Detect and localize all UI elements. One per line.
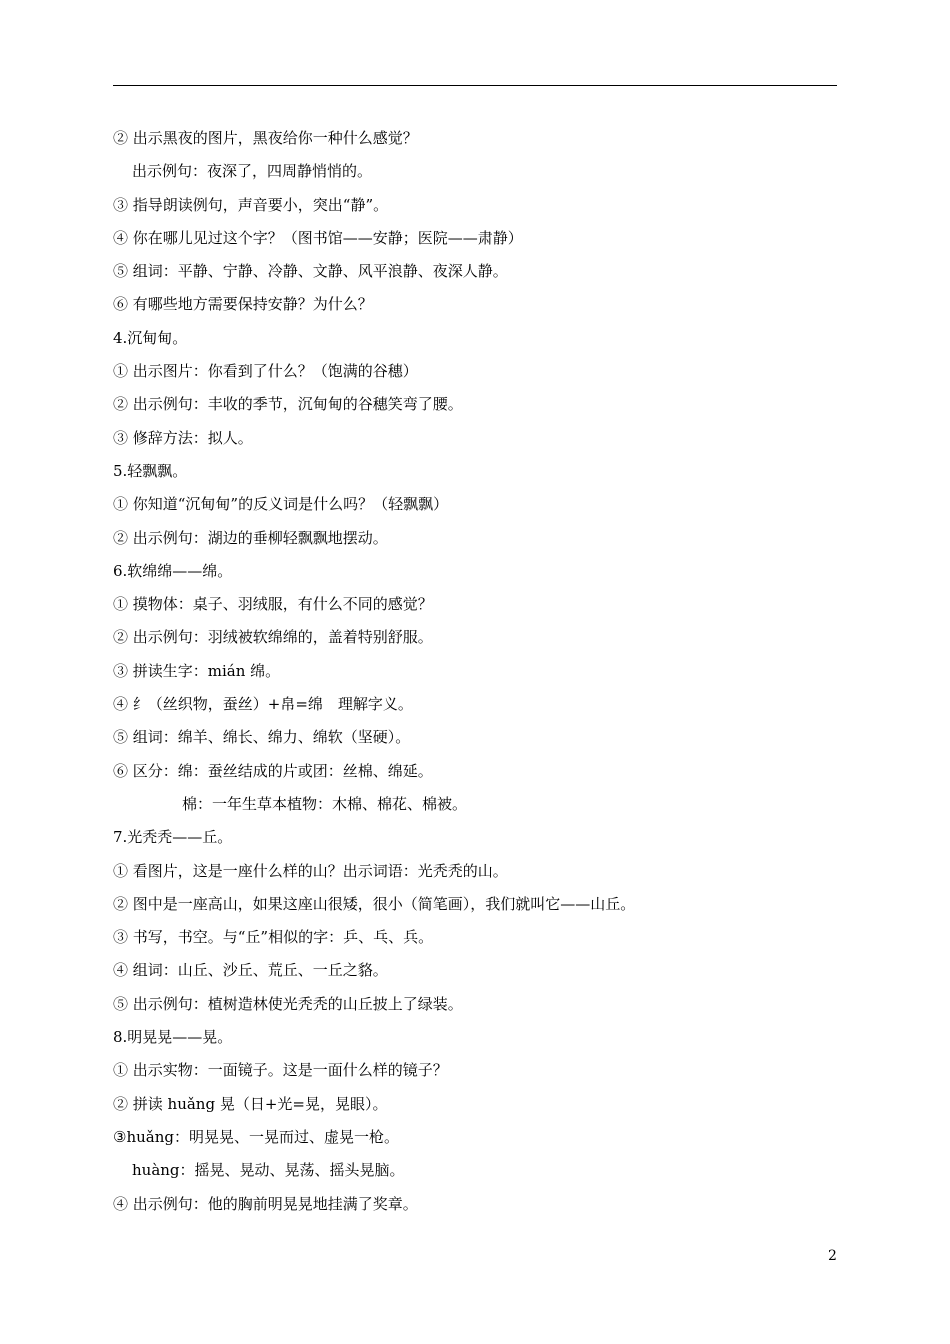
section-heading: 5.轻飘飘。 bbox=[113, 461, 188, 480]
text-line: ① 出示图片：你看到了什么？（饱满的谷穗） bbox=[113, 362, 418, 381]
text-line: ③ 指导朗读例句，声音要小，突出“静”。 bbox=[113, 195, 389, 214]
text-line: ⑤ 出示例句：植树造林使光秃秃的山丘披上了绿装。 bbox=[113, 994, 463, 1013]
text-line: ③ 修辞方法：拟人。 bbox=[113, 428, 253, 447]
text-line: ① 看图片，这是一座什么样的山？出示词语：光秃秃的山。 bbox=[113, 861, 508, 880]
header-rule bbox=[113, 85, 837, 86]
text-line: ② 出示黑夜的图片，黑夜给你一种什么感觉？ bbox=[113, 129, 418, 147]
text-line: ② 出示例句：丰收的季节，沉甸甸的谷穗笑弯了腰。 bbox=[113, 395, 463, 414]
section-heading: 6.软绵绵——绵。 bbox=[113, 561, 233, 580]
text-line: ① 摸物体：桌子、羽绒服，有什么不同的感觉？ bbox=[113, 595, 433, 614]
section-heading: 7.光秃秃——丘。 bbox=[113, 828, 233, 847]
text-line: ⑤ 组词：平静、宁静、冷静、文静、风平浪静、夜深人静。 bbox=[113, 262, 508, 281]
text-line: ④ 你在哪儿见过这个字？（图书馆——安静；医院——肃静） bbox=[113, 228, 523, 247]
text-line: 棉：一年生草本植物：木棉、棉花、棉被。 bbox=[182, 794, 468, 813]
text-line: ③ 拼读生字：mián 绵。 bbox=[113, 661, 281, 680]
text-line: ② 拼读 huǎng 晃（日+光=晃，晃眼）。 bbox=[113, 1094, 388, 1113]
text-line: ⑥ 有哪些地方需要保持安静？为什么？ bbox=[113, 295, 373, 314]
text-line: ② 出示例句：羽绒被软绵绵的，盖着特别舒服。 bbox=[113, 628, 433, 647]
document-body bbox=[113, 122, 853, 1221]
text-line: ⑤ 组词：绵羊、绵长、绵力、绵软（坚硬）。 bbox=[113, 728, 411, 747]
text-line: ② 图中是一座高山，如果这座山很矮，很小（简笔画），我们就叫它——山丘。 bbox=[113, 894, 636, 913]
text-line: ③huǎng：明晃晃、一晃而过、虚晃一枪。 bbox=[113, 1127, 399, 1146]
text-line: ③ 书写，书空。与“丘”相似的字：乒、乓、兵。 bbox=[113, 928, 434, 947]
text-line: ② 出示例句：湖边的垂柳轻飘飘地摆动。 bbox=[113, 528, 388, 547]
text-line: ④ 组词：山丘、沙丘、荒丘、一丘之貉。 bbox=[113, 961, 388, 980]
text-line: 出示例句：夜深了，四周静悄悄的。 bbox=[132, 162, 373, 181]
text-line: ④ 纟（丝织物，蚕丝）+帛=绵 理解字义。 bbox=[113, 695, 413, 714]
page-number: 2 bbox=[828, 1248, 837, 1264]
section-heading: 8.明晃晃——晃。 bbox=[113, 1028, 233, 1047]
text-line: ④ 出示例句：他的胸前明晃晃地挂满了奖章。 bbox=[113, 1194, 418, 1213]
text-line: ⑥ 区分：绵：蚕丝结成的片或团：丝棉、绵延。 bbox=[113, 761, 433, 780]
text-line: ① 你知道“沉甸甸”的反义词是什么吗？（轻飘飘） bbox=[113, 495, 449, 514]
text-line: ① 出示实物：一面镜子。这是一面什么样的镜子？ bbox=[113, 1061, 448, 1080]
text-line: huàng：摇晃、晃动、晃荡、摇头晃脑。 bbox=[132, 1161, 405, 1180]
section-heading: 4.沉甸甸。 bbox=[113, 328, 188, 347]
